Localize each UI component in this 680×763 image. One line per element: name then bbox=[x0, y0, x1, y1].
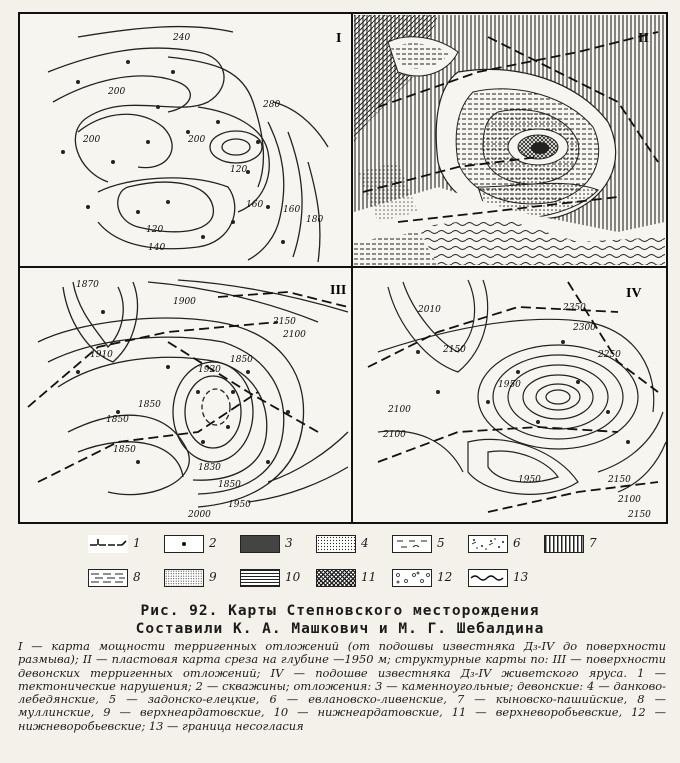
contour-label: 2150 bbox=[273, 317, 296, 327]
contour-label: 180 bbox=[306, 215, 324, 225]
coarse-dots-pattern-icon bbox=[468, 535, 508, 553]
legend-number: 8 bbox=[133, 570, 141, 584]
legend-number: 11 bbox=[361, 570, 377, 584]
contour-label: 1950 bbox=[498, 380, 521, 390]
legend-item-5 bbox=[392, 533, 468, 555]
panel-label: III bbox=[330, 283, 347, 298]
contour-label: 1850 bbox=[106, 415, 129, 425]
panel-II bbox=[354, 15, 665, 265]
legend-item-8 bbox=[88, 567, 164, 589]
dash-pattern-icon bbox=[392, 535, 432, 553]
contour-label: 200 bbox=[108, 87, 126, 97]
contour-label: 2010 bbox=[418, 305, 441, 315]
fine-dots-pattern-icon bbox=[316, 535, 356, 553]
legend-number: 4 bbox=[361, 536, 369, 550]
legend-item-9 bbox=[164, 567, 240, 589]
contour-label: 120 bbox=[230, 165, 248, 175]
legend-number: 13 bbox=[513, 570, 529, 584]
contour-label: 280 bbox=[263, 100, 281, 110]
horizontal-dashes-pattern-icon bbox=[88, 569, 128, 587]
contour-label: 160 bbox=[246, 200, 264, 210]
contour-label: 1830 bbox=[198, 463, 221, 473]
contour-label: 1870 bbox=[76, 280, 99, 290]
contour-label: 120 bbox=[146, 225, 164, 235]
legend-number: 3 bbox=[285, 536, 293, 550]
contour-label: 2100 bbox=[283, 330, 306, 340]
well-symbol-icon bbox=[164, 535, 204, 553]
contour-label: 1850 bbox=[218, 480, 241, 490]
contour-label: 1920 bbox=[198, 365, 221, 375]
legend-item-1 bbox=[88, 533, 164, 555]
contour-label: 200 bbox=[83, 135, 101, 145]
figure-description: I — карта мощности терригенных отложений (от подошвы известняка Д₃-IV до поверхности размыва); II — пластовая карта среза на глубине —1950 м; структурные карты по: III — поверхности девонских терригенных отложений; IV — подошве известняка Д₃-IV живетского яруса. 1 — тектонические нарушения; 2 — скважины; отложения: 3 — каменноугольные; девонские: 4 — данково-лебедянские, 5 — задонско-елецкие, 6 — евлановско-ливенские, 7 — кыновско-пашийские, 8 — муллинские, 9 — верхнеардатовские, 10 — нижнеардатовские, 11 — верхневоробьевские, 12 — нижневоробьевские; 13 — граница несогласия bbox=[18, 639, 666, 733]
legend-item-10 bbox=[240, 567, 316, 589]
contour-label: 2100 bbox=[388, 405, 411, 415]
legend-item-11 bbox=[316, 567, 392, 589]
contour-label: 1950 bbox=[228, 500, 251, 510]
legend bbox=[88, 533, 608, 599]
legend-item-7 bbox=[544, 533, 620, 555]
contour-label: 2300 bbox=[573, 323, 596, 333]
legend-item-12 bbox=[392, 567, 468, 589]
contour-label: 2250 bbox=[598, 350, 621, 360]
contour-label: 1900 bbox=[173, 297, 196, 307]
crosshatch-pattern-icon bbox=[316, 569, 356, 587]
dense-horizontal-pattern-icon bbox=[240, 569, 280, 587]
figure-caption-title: Рис. 92. Карты Степновского месторождения bbox=[140, 603, 540, 619]
legend-number: 2 bbox=[209, 536, 217, 550]
contour-label: 160 bbox=[283, 205, 301, 215]
unconformity-wave-icon bbox=[468, 569, 508, 587]
legend-item-4 bbox=[316, 533, 392, 555]
contour-label: 2100 bbox=[618, 495, 641, 505]
contour-label: 1850 bbox=[230, 355, 253, 365]
panel-label: IV bbox=[626, 286, 642, 301]
contour-label: 2100 bbox=[383, 430, 406, 440]
legend-number: 1 bbox=[133, 536, 141, 550]
maps-figure bbox=[18, 12, 668, 524]
legend-item-2 bbox=[164, 533, 240, 555]
panel-label: II bbox=[638, 31, 649, 46]
legend-item-3 bbox=[240, 533, 316, 555]
contour-label: 2000 bbox=[188, 510, 211, 520]
contour-label: 2150 bbox=[443, 345, 466, 355]
legend-number: 10 bbox=[285, 570, 301, 584]
panel-label: I bbox=[336, 31, 342, 46]
contour-label: 1950 bbox=[518, 475, 541, 485]
legend-number: 7 bbox=[589, 536, 597, 550]
stipple-pattern-icon bbox=[164, 569, 204, 587]
contour-label: 200 bbox=[188, 135, 206, 145]
legend-number: 6 bbox=[513, 536, 521, 550]
fault-symbol-icon bbox=[88, 535, 128, 553]
contour-label: 2150 bbox=[608, 475, 631, 485]
vertical-lines-pattern-icon bbox=[544, 535, 584, 553]
legend-number: 12 bbox=[437, 570, 453, 584]
contour-label: 2150 bbox=[628, 510, 651, 520]
legend-number: 5 bbox=[437, 536, 445, 550]
legend-number: 9 bbox=[209, 570, 217, 584]
contour-label: 1850 bbox=[138, 400, 161, 410]
contour-label: 140 bbox=[148, 243, 166, 253]
circles-pattern-icon bbox=[392, 569, 432, 587]
contour-label: 240 bbox=[173, 33, 191, 43]
legend-item-13 bbox=[468, 567, 544, 589]
figure-caption-authors: Составили К. А. Машкович и М. Г. Шебалдина bbox=[135, 621, 545, 637]
contour-label: 1910 bbox=[90, 350, 113, 360]
contour-label: 1850 bbox=[113, 445, 136, 455]
legend-item-6 bbox=[468, 533, 544, 555]
contour-label: 2350 bbox=[563, 303, 586, 313]
carboniferous-pattern-icon bbox=[240, 535, 280, 553]
